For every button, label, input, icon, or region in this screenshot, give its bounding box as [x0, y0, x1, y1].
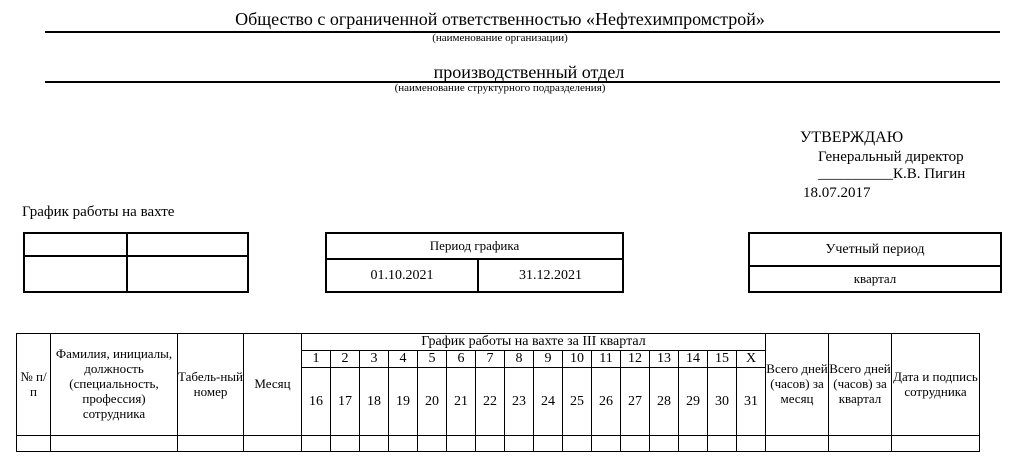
header-grid-row-divider	[25, 255, 247, 257]
table-cell	[331, 436, 360, 452]
day-cell: 25	[563, 368, 592, 436]
col-header-schedule: График работы на вахте за III квартал	[302, 334, 766, 351]
day-cell: 16	[302, 368, 331, 436]
table-cell	[51, 436, 178, 452]
table-cell	[418, 436, 447, 452]
table-cell	[621, 436, 650, 452]
day-cell: 22	[476, 368, 505, 436]
day-cell: 23	[505, 368, 534, 436]
table-cell	[829, 436, 892, 452]
period-label: Период графика	[429, 238, 520, 253]
col-header-number: № п/п	[17, 334, 51, 436]
table-cell	[534, 436, 563, 452]
table-cell	[302, 436, 331, 452]
organization-name: Общество с ограниченной ответственностью «Нефтехимпромстрой»	[235, 9, 765, 29]
period-end: 31.12.2021	[519, 267, 582, 283]
col-header-tab-number: Табель-ный номер	[178, 334, 244, 436]
day-cell: 29	[679, 368, 708, 436]
period-start: 01.10.2021	[370, 267, 434, 283]
col-header-employee: Фамилия, инициалы, должность (специальность, профессия) сотрудника	[51, 334, 178, 436]
day-cell: 31	[737, 368, 766, 436]
day-cell: 14	[679, 351, 708, 368]
table-cell	[563, 436, 592, 452]
day-cell: 3	[360, 351, 389, 368]
table-cell	[708, 436, 737, 452]
day-cell: 21	[447, 368, 476, 436]
department-name: производственный отдел	[433, 62, 625, 82]
col-header-total-quarter: Всего дней (часов) за квартал	[829, 334, 892, 436]
table-cell	[389, 436, 418, 452]
accounting-period-value: квартал	[853, 271, 897, 286]
day-cell: 5	[418, 351, 447, 368]
day-cell: 26	[592, 368, 621, 436]
table-cell	[178, 436, 244, 452]
day-cell: 17	[331, 368, 360, 436]
table-cell	[766, 436, 829, 452]
day-cell: 19	[389, 368, 418, 436]
day-cell: 27	[621, 368, 650, 436]
table-cell	[505, 436, 534, 452]
day-cell: 6	[447, 351, 476, 368]
table-cell	[476, 436, 505, 452]
table-cell	[447, 436, 476, 452]
day-cell: 11	[592, 351, 621, 368]
day-cell: 12	[621, 351, 650, 368]
day-cell: 24	[534, 368, 563, 436]
department-caption: (наименование структурного подразделения)	[394, 82, 606, 94]
approver-signature: __________К.В. Пигин	[818, 166, 966, 182]
day-cell: X	[737, 351, 766, 368]
day-cell: 4	[389, 351, 418, 368]
col-header-month: Месяц	[244, 334, 302, 436]
day-cell: 2	[331, 351, 360, 368]
approver-position: Генеральный директор	[818, 149, 964, 165]
day-cell: 10	[563, 351, 592, 368]
table-cell	[892, 436, 980, 452]
day-cell: 30	[708, 368, 737, 436]
schedule-table	[16, 333, 980, 452]
table-cell	[360, 436, 389, 452]
table-cell	[650, 436, 679, 452]
approval-heading: УТВЕРЖДАЮ	[800, 129, 904, 146]
table-cell	[17, 436, 51, 452]
col-header-sign: Дата и подпись сотрудника	[892, 334, 980, 436]
table-cell	[244, 436, 302, 452]
day-cell: 8	[505, 351, 534, 368]
accounting-period-label: Учетный период	[825, 241, 925, 257]
day-cell: 18	[360, 368, 389, 436]
day-cell: 1	[302, 351, 331, 368]
table-cell	[737, 436, 766, 452]
day-cell: 28	[650, 368, 679, 436]
document-title: График работы на вахте	[22, 204, 175, 220]
day-cell: 15	[708, 351, 737, 368]
day-cell: 9	[534, 351, 563, 368]
col-header-total-month: Всего дней (часов) за месяц	[766, 334, 829, 436]
approval-date: 18.07.2017	[803, 185, 871, 201]
period-box	[325, 232, 624, 293]
table-cell	[592, 436, 621, 452]
header-grid-box	[23, 232, 249, 293]
header-grid-col-divider	[126, 234, 128, 291]
accounting-period-box	[748, 232, 1002, 293]
organization-name-caption: (наименование организации)	[432, 32, 568, 44]
table-cell	[679, 436, 708, 452]
day-cell: 13	[650, 351, 679, 368]
day-cell: 20	[418, 368, 447, 436]
day-cell: 7	[476, 351, 505, 368]
